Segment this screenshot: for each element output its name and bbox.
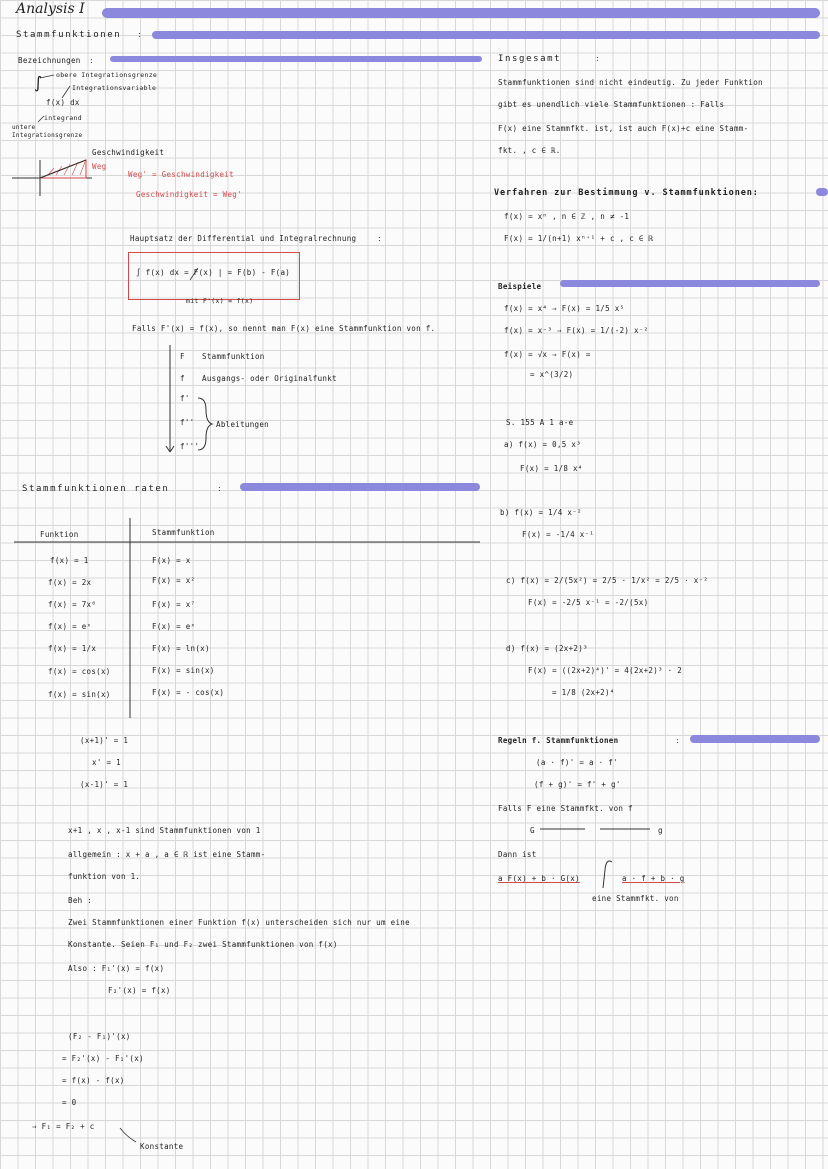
verf-l1: f(x) = xⁿ , n ∈ ℤ , n ≠ -1 [504, 212, 630, 221]
deriv-F: F [180, 352, 185, 361]
bez-weg: Weg [92, 162, 107, 171]
raten-col1: Funktion [40, 530, 79, 539]
page-title: Analysis I [16, 1, 85, 17]
beh-l1: Zwei Stammfunktionen einer Funktion f(x) unterscheiden sich nur um eine [68, 918, 410, 927]
regeln-heading: Regeln f. Stammfunktionen [498, 736, 619, 745]
beh-l3: Also : F₁'(x) = f(x) [68, 964, 165, 973]
raten-bar [240, 483, 480, 491]
regeln-l4b: g [658, 826, 663, 835]
integral-sign: ∫ [34, 73, 43, 92]
aufg-b2: F(x) = -1/4 x⁻¹ [522, 530, 595, 539]
deriv-f-label: Ausgangs- oder Originalfunkt [202, 374, 337, 383]
beh-l2: Konstante. Seien F₁ und F₂ zwei Stammfunktionen von f(x) [68, 940, 338, 949]
bez-heading: Bezeichnungen [18, 56, 81, 65]
regeln-l7: eine Stammfkt. von [592, 894, 679, 903]
bez-geschw: Geschwindigkeit [92, 148, 165, 157]
bez-variable: Integrationsvariable [72, 84, 157, 92]
raten-F-6: F(x) = - cos(x) [152, 688, 225, 697]
deriv-f2: f'' [180, 418, 195, 427]
deriv-F-label: Stammfunktion [202, 352, 265, 361]
aufg-c1: c) f(x) = 2/(5x²) = 2/5 · 1/x² = 2/5 · x⁻² [506, 576, 709, 585]
deriv-f: f [180, 374, 185, 383]
insg-l3: F(x) eine Stammfkt. ist, ist auch F(x)+c eine Stamm- [498, 124, 749, 133]
raten-f-2: f(x) = 7x⁶ [48, 600, 97, 609]
regeln-l5: Dann ist [498, 850, 537, 859]
verf-bar [816, 188, 828, 196]
regeln-l6: a F(x) + b · G(x) [498, 874, 580, 883]
regeln-bar [690, 735, 820, 743]
beh-heading: Beh : [68, 896, 93, 905]
derivs-s1: x+1 , x , x-1 sind Stammfunktionen von 1 [68, 826, 261, 835]
derivs-l1: (x+1)' = 1 [80, 736, 129, 745]
raten-F-0: F(x) = x [152, 556, 191, 565]
beh-p1: (F₂ - F₁)'(x) [68, 1032, 131, 1041]
beh-p3: = f(x) - f(x) [62, 1076, 125, 1085]
raten-f-3: f(x) = eˣ [48, 622, 92, 631]
raten-col2: Stammfunktion [152, 528, 215, 537]
aufg-d3: = 1/8 (2x+2)⁴ [552, 688, 615, 697]
hauptsatz-falls: Falls F'(x) = f(x), so nennt man F(x) eine Stammfunktion von f. [132, 324, 436, 333]
hauptsatz-mit: mit F'(x) = f(x) [186, 297, 254, 305]
bez-geschw-formula: Geschwindigkeit = Weg' [136, 190, 242, 199]
bez-obere: obere Integrationsgrenze [56, 71, 158, 79]
raten-f-0: f(x) = 1 [50, 556, 89, 565]
bez-untere: untere Integrationsgrenze [12, 124, 83, 139]
raten-F-5: F(x) = sin(x) [152, 666, 215, 675]
insg-l1: Stammfunktionen sind nicht eindeutig. Zu jeder Funktion [498, 78, 763, 87]
aufg-a1: a) f(x) = 0,5 x³ [504, 440, 582, 449]
bez-integral: f(x) dx [46, 98, 80, 107]
beh-p4: = 0 [62, 1098, 77, 1107]
deriv-f3: f''' [180, 442, 200, 451]
raten-F-4: F(x) = ln(x) [152, 644, 210, 653]
insg-heading: Insgesamt [498, 54, 562, 64]
hauptsatz-formula: ∫ f(x) dx = F(x) | = F(b) - F(a) [136, 268, 291, 277]
beisp-heading: Beispiele [498, 282, 542, 291]
verf-l2: F(x) = 1/(n+1) xⁿ⁺¹ + c , c ∈ ℝ [504, 234, 654, 243]
raten-f-5: f(x) = cos(x) [48, 667, 111, 676]
beisp-l1: f(x) = x⁴ ⇒ F(x) = 1/5 x⁵ [504, 304, 625, 313]
beisp-l2: f(x) = x⁻³ ⇒ F(x) = 1/(-2) x⁻² [504, 326, 649, 335]
hauptsatz-heading: Hauptsatz der Differential und Integralrechnung [130, 234, 357, 243]
raten-f-6: f(x) = sin(x) [48, 690, 111, 699]
aufg-b1: b) f(x) = 1/4 x⁻² [500, 508, 582, 517]
beisp-l4: = x^(3/2) [530, 370, 574, 379]
aufg-d1: d) f(x) = (2x+2)³ [506, 644, 588, 653]
aufg-d2: F(x) = ((2x+2)⁴)' = 4(2x+2)³ · 2 [528, 666, 683, 675]
beisp-l3: f(x) = √x ⇒ F(x) = [504, 350, 591, 359]
regeln-l4a: G [530, 826, 535, 835]
raten-f-4: f(x) = 1/x [48, 644, 97, 653]
verf-heading: Verfahren zur Bestimmung v. Stammfunktionen: [494, 188, 759, 198]
derivs-s2: allgemein : x + a , a ∈ ℝ ist eine Stamm- [68, 850, 266, 859]
derivs-l2: x' = 1 [92, 758, 121, 767]
raten-F-3: F(x) = eˣ [152, 622, 196, 631]
derivs-l3: (x-1)' = 1 [80, 780, 129, 789]
subtitle: Stammfunktionen [16, 30, 122, 40]
deriv-abl: Ableitungen [216, 420, 269, 429]
regeln-l6b: a · f + b · g [622, 874, 685, 883]
aufg-ref: S. 155 A 1 a-e [506, 418, 574, 427]
beisp-bar [560, 280, 820, 287]
bez-weg-formula: Weg' = Geschwindigkeit [128, 170, 234, 179]
derivs-s3: funktion von 1. [68, 872, 141, 881]
beh-konst: Konstante [140, 1142, 184, 1151]
raten-F-1: F(x) = x² [152, 576, 196, 585]
beh-l4: F₂'(x) = f(x) [108, 986, 171, 995]
bez-integrand: integrand [44, 114, 82, 122]
regeln-l3: Falls F eine Stammfkt. von f [498, 804, 633, 813]
deriv-f1: f' [180, 394, 190, 403]
aufg-c2: F(x) = -2/5 x⁻¹ = -2/(5x) [528, 598, 649, 607]
insg-l2: gibt es unendlich viele Stammfunktionen : Falls [498, 100, 725, 109]
insg-l4: fkt. , c ∈ ℝ. [498, 146, 561, 155]
regeln-l1: (a · f)' = a · f' [536, 758, 618, 767]
aufg-a2: F(x) = 1/8 x⁴ [520, 464, 583, 473]
raten-f-1: f(x) = 2x [48, 578, 92, 587]
raten-F-2: F(x) = x⁷ [152, 600, 196, 609]
beh-p5: ⇒ F₁ = F₂ + c [32, 1122, 95, 1131]
beh-p2: = F₂'(x) - F₁'(x) [62, 1054, 144, 1063]
regeln-l2: (f + g)' = f' + g' [534, 780, 621, 789]
raten-heading: Stammfunktionen raten [22, 484, 170, 494]
